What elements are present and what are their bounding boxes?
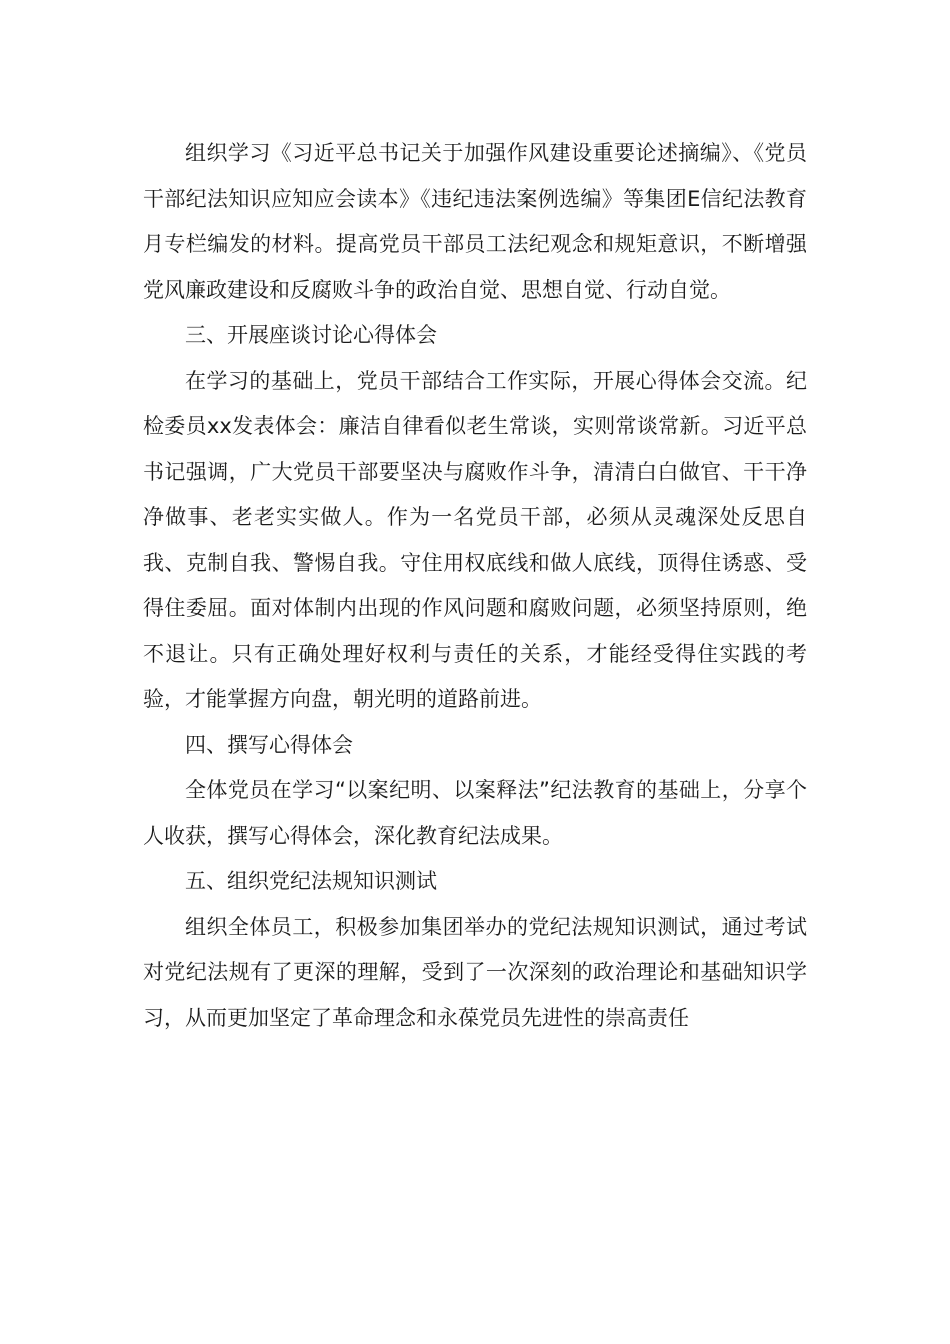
- paragraph-discussion: 在学习的基础上，党员干部结合工作实际，开展心得体会交流。纪检委员xx发表体会：廉洁自律看似老生常谈，实则常谈常新。习近平总书记强调，广大党员干部要坚决与腐败作斗争，清清白白做官、干干净净做事、老老实实做人。作为一名党员干部，必须从灵魂深处反思自我、克制自我、警惕自我。守住用权底线和做人底线，顶得住诱惑、受得住委屈。面对体制内出现的作风问题和腐败问题，必须坚持原则，绝不退让。只有正确处理好权利与责任的关系，才能经受得住实践的考验，才能掌握方向盘，朝光明的道路前进。: [143, 368, 807, 711]
- section-heading-4: 四、撰写心得体会: [185, 732, 353, 757]
- paragraph-knowledge-test: 组织全体员工，积极参加集团举办的党纪法规知识测试，通过考试对党纪法规有了更深的理解，受到了一次深刻的政治理论和基础知识学习，从而更加坚定了革命理念和永葆党员先进性的崇高责任: [143, 914, 807, 1030]
- section-heading-5: 五、组织党纪法规知识测试: [185, 869, 437, 893]
- paragraph-study-materials: 组织学习《习近平总书记关于加强作风建设重要论述摘编》、《党员干部纪法知识应知应会读本》《违纪违法案例选编》等集团E信纪法教育月专栏编发的材料。提高党员干部员工法纪观念和规矩意识，不断增强党风廉政建设和反腐败斗争的政治自觉、思想自觉、行动自觉。: [143, 141, 807, 302]
- document-body: [143, 131, 807, 1041]
- section-heading-3: 三、开展座谈讨论心得体会: [185, 323, 437, 347]
- paragraph-writing: 全体党员在学习“以案纪明、以案释法”纪法教育的基础上，分享个人收获，撰写心得体会，深化教育纪法成果。: [143, 778, 807, 848]
